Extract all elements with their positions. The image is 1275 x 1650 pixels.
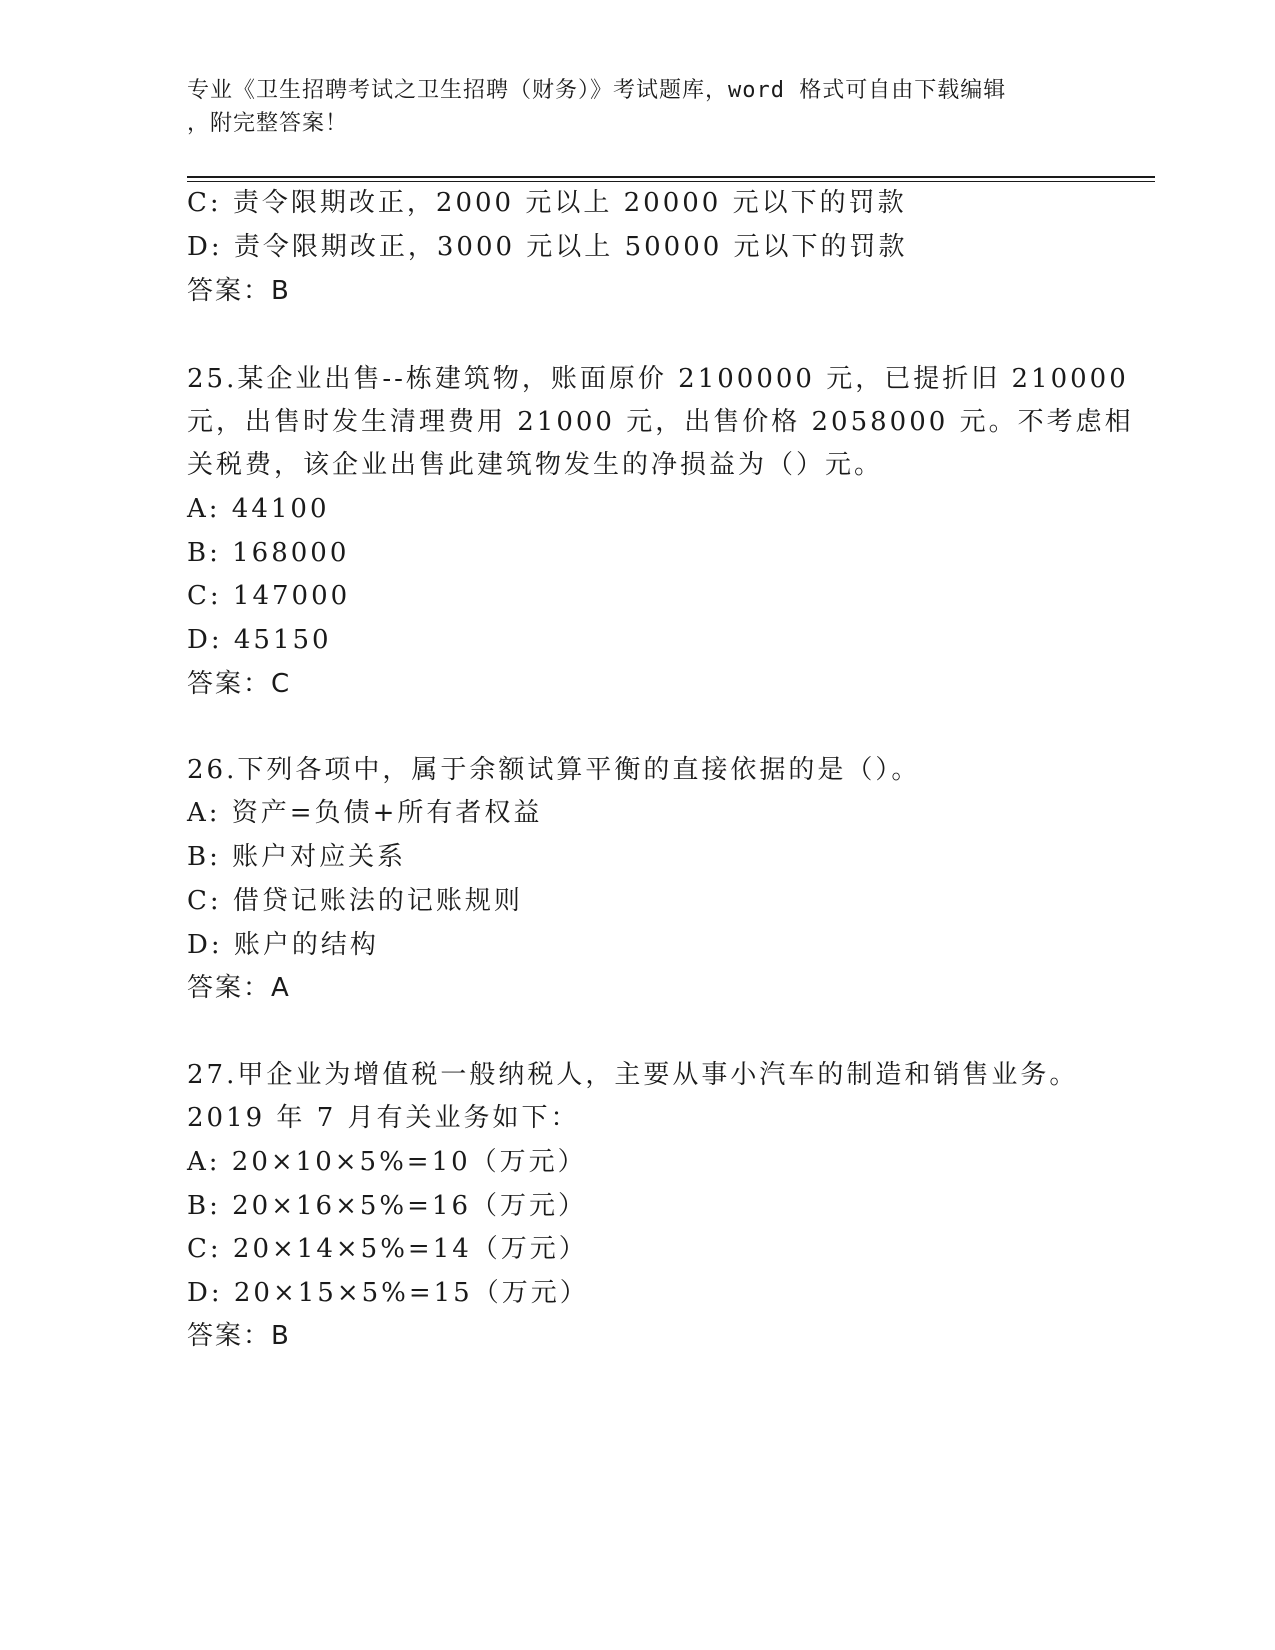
q25-stem-line-1: 25.某企业出售--栋建筑物，账面原价 2100000 元，已提折旧 210000 [187,364,1129,394]
q25-stem-line-2: 元，出售时发生清理费用 21000 元，出售价格 2058000 元。不考虑相 [187,407,1134,437]
q26-stem-line-1: 26.下列各项中，属于余额试算平衡的直接依据的是（）。 [187,755,921,785]
q27-stem-line-2: 2019 年 7 月有关业务如下： [187,1103,580,1133]
q25-option-c: C: 147000 [187,581,351,611]
q26-option-a: A: 资产=负债+所有者权益 [187,798,543,828]
q26-option-c: C: 借贷记账法的记账规则 [187,886,523,916]
header-rule-thick [187,176,1155,178]
q26-option-b: B: 账户对应关系 [187,842,407,872]
q26-answer: 答案：A [187,973,291,1003]
q27-option-d: D: 20×15×5%=15（万元） [187,1278,589,1308]
q25-answer: 答案：C [187,669,292,699]
q27-stem-line-1: 27.甲企业为增值税一般纳税人，主要从事小汽车的制造和销售业务。 [187,1060,1079,1090]
header-rule-thin [187,181,1155,182]
q27-option-b: B: 20×16×5%=16（万元） [187,1191,587,1221]
q27-option-c: C: 20×14×5%=14（万元） [187,1234,588,1264]
q27-option-a: A: 20×10×5%=10（万元） [187,1147,587,1177]
header-title-line-1: 专业《卫生招聘考试之卫生招聘（财务）》考试题库，word 格式可自由下载编辑 [187,78,1007,103]
q26-option-d: D: 账户的结构 [187,930,379,960]
prev-question-option-c: C: 责令限期改正，2000 元以上 20000 元以下的罚款 [187,188,907,218]
q25-option-d: D: 45150 [187,625,332,655]
prev-question-answer: 答案：B [187,276,291,306]
q25-option-b: B: 168000 [187,538,350,568]
prev-question-option-d: D: 责令限期改正，3000 元以上 50000 元以下的罚款 [187,232,908,262]
document-header [187,74,1067,140]
q25-stem-line-3: 关税费，该企业出售此建筑物发生的净损益为（）元。 [187,450,884,480]
q27-answer: 答案：B [187,1321,291,1351]
header-title-line-2: ，附完整答案！ [187,111,349,136]
q25-option-a: A: 44100 [187,494,330,524]
